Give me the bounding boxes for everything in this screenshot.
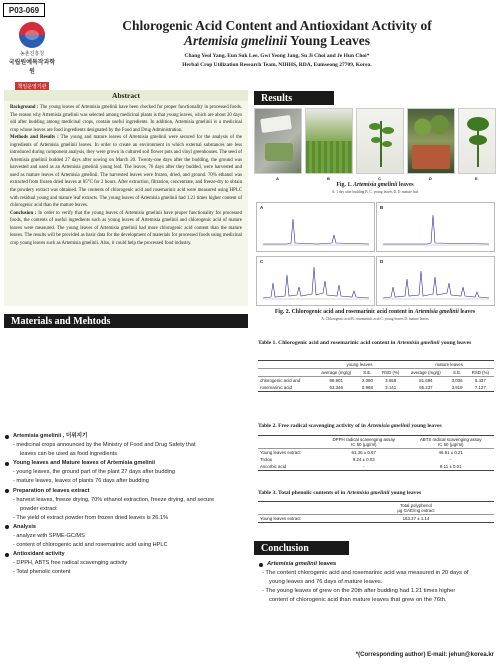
table2 [258,435,494,471]
materials-subitem: - analyze with SPME-GC/MS [13,533,85,540]
logo-line2: 국립원예특작과학원 [8,60,56,75]
table1-cell: 6.437 [474,378,486,383]
table1-caption-pre: Table 1. Chlorogenic acid and rosemarinic acid content in [258,340,397,346]
fig1-caption-pre: Fig. 1. [336,182,354,188]
fig2-caption-species: Artemisia gmelinii [414,309,459,315]
table1-caption [258,340,471,346]
table2-caption [258,423,442,429]
materials-subitem: leaves can be used as food ingredients [20,451,118,458]
fig1-letter: C [378,176,381,181]
chromatogram-d-trace [377,257,494,305]
photo-mature-plants [407,108,455,174]
fig1-letter: A [276,176,279,181]
materials-subitem: - The yield of extract powder from frozen dried leaves is 26.1% [13,514,169,521]
table1-cell: 3.919 [448,384,467,392]
affiliation: Herbal Crop Utilization Research Team, NIHHS, RDA, Eumseong 27709, Korea. [182,62,372,68]
materials-list [4,432,248,578]
corresponding-author-email: *(Corresponding author) E-mail: jehun@korea.kr [355,652,494,658]
materials-heading: Materials and Mehtods [4,314,248,328]
table1-row-name: rosemarinic acid [258,384,315,392]
table1-cell: 3.141 [377,384,404,392]
conclusion-label: Conclusion : [10,210,37,216]
table1-body [258,377,494,392]
table2-col2-header [407,436,494,449]
table1-caption-post: young leaves [439,340,472,346]
table1-cell: 3.036 [451,378,463,383]
fig1-letter: D [429,176,432,181]
fig1-letter: B [327,176,330,181]
table1-cell: 95.237 [404,384,447,392]
table1-group-mature: mature leaves [404,361,494,369]
conclusion-lines [258,569,494,605]
materials-bullet: Analysis [4,523,248,532]
authors: Chang Yeol Yang, Eun Suk Lee, Gwi Yeong Jang, Su Ji Choi and Je Hun Choi* [184,53,370,59]
table1-cell: 0.968 [358,384,377,392]
conclusion-line: young leaves and 76 days of mature leaves. [269,579,383,585]
table2-cell: 61.36 ± 0.67 [351,450,376,455]
poster-id: P03-069 [3,3,45,17]
methods-label: Methods and Results : [10,135,59,141]
logo-badge: 책임운영기관 [15,82,50,91]
table3-caption-pre: Table 3. Total phenolic contents of in [258,490,347,496]
conclusion-text: In order to verify that the young leaves of Artemisia gmelinii have proper functionality for processed foods, the contents of useful ingredients such as young leaves of Artemisia gmelinii and chlorogenic acid of mature leaves were measured. The young leaves of Artemisia gmelinii had more chlorogenic acid content than the mature leaves. The results will be provided as basic data for the development of materials for processed foods using medicinal crop young leaves such as Artemisia gmelinii. Also, it could help the processed food industry. [10,210,242,246]
table1-subheader: RSD (%) [377,369,404,377]
table3-row-value: 163.27 ± 1.14 [338,515,494,523]
table2-cell: 8.11 ± 0.01 [407,463,494,471]
table1-cell: 98.901 [329,378,343,383]
table2-cell: - [320,463,407,471]
table1-subheader: average (mg/g) [404,369,447,377]
chromatogram-d-label: D [380,259,384,264]
title-species: Artemisia gmelinii [184,33,288,48]
abstract-conclusion [10,210,242,248]
fig1-letter: E [475,176,478,181]
background-text: The young leaves of Artemisia gmelinii have been checked for proper functionality in processed foods. The reason why Artemisia gmelinii was selected among medicinal plants is that young leaves, which are about 20 days old after budding among medicinal crops, contain useful ingredients. In addition, Artemisia gmelinii is a medicinal crop whose leaves are food ingredients designated by the Food and Drug Administration. [10,105,242,133]
fig1-caption-post: leaves [397,182,414,188]
chromatogram-c-label: C [260,259,264,264]
conclusion-heading: Conclusion [254,541,349,555]
table3-col-header [338,502,494,515]
table-row [258,384,494,392]
conclusion-list [258,560,494,605]
title-line2 [60,33,494,48]
chromatogram-a-trace [257,203,374,251]
materials-subitem: - DPPH, ABTS free radical scavenging activity [13,560,128,567]
table3-caption [258,490,421,496]
table1 [258,360,494,392]
table3-caption-species: Artemisia gmelinii [346,490,390,496]
photo-young-leaf [356,108,404,174]
table1-cell: 81.694 [419,378,433,383]
materials-subitem: - content of chlorogenic acid and rosemarinic acid using HPLC [13,542,168,549]
abstract-methods [10,134,242,209]
photo-young-leaves-pots [305,108,353,174]
fig2-caption [254,309,496,315]
materials-bullet: Antioxidant activity [4,550,248,559]
conclusion-bullet-species: Artemisia gmelinii [267,561,317,567]
chromatogram-c [256,256,375,306]
table1-cell: 2.090 [361,378,373,383]
table2-caption-species: Artemisia gmelinii [367,423,410,429]
table2-row-name: Ascorbic acid [258,463,320,471]
materials-subitem: - mature leaves, leaves of plants 76 days after budding [13,478,149,485]
table1-group-young: young leaves [315,361,405,369]
chromatogram-d [376,256,495,306]
chromatogram-b-trace [377,203,494,251]
chromatogram-a [256,202,375,252]
table1-subheader: S.E. [448,369,467,377]
table2-caption-post: young leaves [409,423,442,429]
conclusion-line: content of chlorogenic acid than mature leaves that grew on the 76th. [269,597,447,603]
table3-row-name: Young leaves extract [258,515,338,523]
table3-col-line2: μg GAE/mg extract [397,508,435,513]
materials-bullet: Preparation of leaves extract [4,487,248,496]
materials-subitem: - medicinal crops announced by the Ministry of Food and Drug Safety that [13,442,196,449]
chromatogram-a-label: A [260,205,264,210]
table-row [258,449,494,457]
table2-row-name: Young leaves extract [260,450,301,455]
table2-caption-pre: Table 2. Free radical scavenging activity of in [258,423,368,429]
table1-cell: 3.659 [385,378,397,383]
table-row [258,377,494,385]
table1-subheader: average (mg/g) [315,369,358,377]
conclusion-line: - The content chlorogenic acid and rosemarinic acid was measured in 20 days of [262,570,469,576]
fig2-caption-post: leaves [458,309,476,315]
table2-col2-line2: IC 50 (μg/ml) [438,442,464,447]
taeguk-logo-icon [19,22,45,48]
materials-subitem: - young leaves, the ground part of the plant 27 days after budding [13,469,176,476]
results-heading: Results [254,91,334,105]
abstract-background [10,104,242,134]
table2-col2-line1: ABTS radical scavenging assay [419,437,482,442]
materials-subitem: - harvest leaves, freeze drying, 70% ethanol extraction, freeze drying, and secure [13,496,215,503]
photo-mature-leaf [458,108,496,174]
table1-subheader: RSD (%) [467,369,494,377]
table3-col-line1: Total polyphenol [400,503,432,508]
table1-cell: 53.346 [315,384,358,392]
table2-cell: 9.24 ± 0.03 [352,457,375,462]
table3-corner [258,502,338,515]
abstract-heading: Abstract [4,90,248,101]
table1-corner [258,361,315,369]
materials-subitem: - Total phenolic content [13,569,71,576]
fig2-caption-pre: Fig. 2. Chlorogenic acid and rosemarinic acid content in [274,309,415,315]
fig1-caption-species: Artemisia gmelinii [353,182,398,188]
poster-header [60,18,494,68]
logo-line1: 농촌진흥청 [19,51,45,57]
table2-row-name: Trolox [260,457,273,462]
chromatogram-b-label: B [380,205,384,210]
table3-caption-post: young leaves [389,490,422,496]
table2-body [258,449,494,471]
conclusion-bullet [258,560,494,569]
materials-bullet: Young leaves and Mature leaves of Artemisia gmelinii [4,459,248,468]
table-row [258,463,494,471]
table2-col1-line1: DPPH radical scavenging assay [332,437,395,442]
methods-text: The young and mature leaves of Artemisia gmelinii were secured for the analysis of the ingredients of Artemisia gmelinii leaves. In order to create an environment in which external substances are less introduced during component analysis, they were grown in cultured soil flower pots and vinyl greenhouses. The seed of Artemisia gmelinii budded 27 days after sowing on March 20. Twenty-one days after the budding, the ground was harvested and used as an Artemisia gmelinii young leaf. The leaves, 76 days after they budded, were harvested and used as mature leaves of Artemisia gmelinii. The harvested leaves were frozen, dried, and ground. 70% ethanol was extracted from frozen dried leaves at 85°C for 2 hours. After extraction, filtration, concentrate, and freeze-dry to obtain the powdery extract was obtained. The contents of chlorogenic acid and rosemarinic acid were measured using HPLC with residual young and mature leaf extracts. The young leaves of Artemisia gmelinii had 1.21 times higher content of chlorogenic acid than the mature leaves. [10,135,242,209]
title-rest: Young Leaves [287,33,370,48]
conclusion-bullet-rest: leaves [316,561,337,567]
institution-logo [6,22,58,93]
background-label: Background : [10,105,39,110]
abstract-body [4,101,248,306]
table2-col1-header [320,436,407,449]
fig1-caption [254,182,496,188]
materials-subitem: powder extract [20,505,57,512]
materials-bullet: Artemisia gmelinii , 더위지기 [4,432,248,441]
table2-cell: - [450,457,452,462]
table1-subheader-row [258,369,494,377]
fig1-subcaption: A: 1 day after budding B, C: young leaves D, E: mature leaf [331,190,419,194]
table3-row [258,515,494,523]
table2-corner [258,436,320,449]
photo-seedling-tray [254,108,302,174]
table3 [258,501,494,523]
chromatogram-b [376,202,495,252]
table1-caption-species: Artemisia gmelinii [396,340,440,346]
conclusion-line: - The young leaves of grew on the 20th after budding had 1.21 times higher [262,588,456,594]
table1-row-name: chlorogenic acid and [260,378,301,383]
table2-col1-line2: IC 50 (μg/ml) [351,442,377,447]
table1-subheader: S.E. [358,369,377,377]
fig2-subcaption: A: Chlorogenic acid B: rosemarinic acid C: young leaves D: mature leaves [321,317,429,321]
title-line1: Chlorogenic Acid Content and Antioxidant Activity of [122,18,432,33]
table2-cell: 46.91 ± 0.21 [438,450,463,455]
table1-cell: 7.127 [467,384,494,392]
chromatogram-c-trace [257,257,374,305]
table-row [258,456,494,463]
